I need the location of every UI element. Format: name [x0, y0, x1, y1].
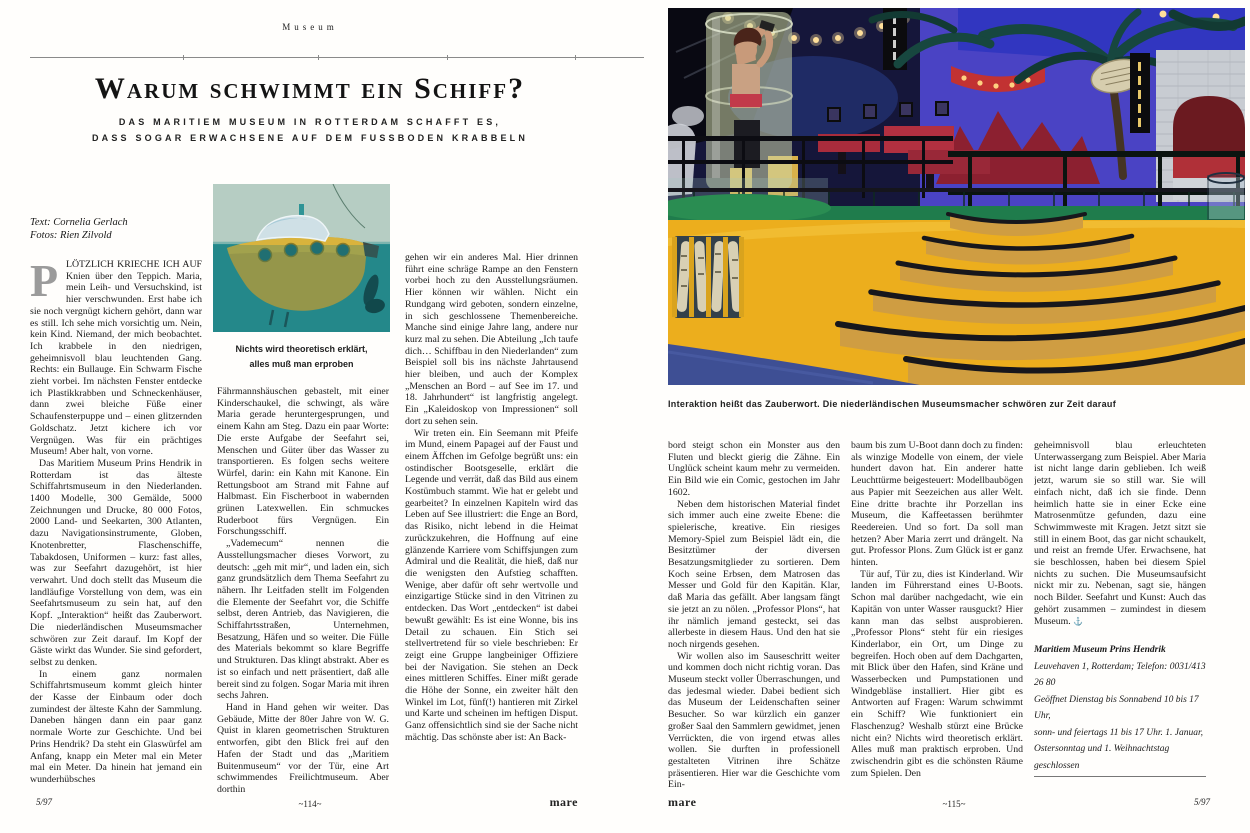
rule-tick — [447, 55, 448, 60]
boat-caption — [213, 342, 390, 372]
article-title: Warum schwimmt ein Schiff? — [94, 72, 526, 105]
museum-photo — [668, 8, 1245, 385]
page-number-right: ~115~ — [942, 799, 966, 809]
left-column-3 — [405, 252, 578, 800]
water-tint — [213, 245, 390, 332]
museum-photo-caption: Interaktion heißt das Zauberwort. Die niederländischen Museumsmacher schwören zur Zeit darauf — [668, 399, 1116, 409]
issue-number: 5/97 — [1193, 797, 1210, 807]
right-column-1 — [668, 440, 840, 798]
subtitle-line: DAS MARITIEM MUSEUM IN ROTTERDAM SCHAFFT ES, — [118, 117, 502, 127]
museum-info-line: Ostersonntag und 1. Weihnachtstag geschlossen — [1034, 741, 1206, 777]
left-column-1 — [30, 216, 202, 800]
right-column-2 — [851, 440, 1023, 798]
yellow-stairs — [668, 214, 1245, 385]
body-paragraph: Fährmannshäuschen gebastelt, mit einer Kinderschaukel, die schwingt, als wäre Maria gerade heruntergesprungen, und einem Kahn am Steg. Dazu ein paar Worte: Die erste Aufgabe der Seefahrt sei, Menschen und Güter über das Wasser zu transportieren. Es folgen sechs weitere Würfel, darin: ein Kahn mit Kanone. Ein Rettungsboot am Strand mit Fahne auf Halbmast. Ein Fischerboot in wabernden grünen Latexwellen. Ein schmuckes Ruderboot fürs Vergnügen. Ein Forschungsschiff. — [217, 386, 389, 538]
end-of-article-mark: ⚓ — [1073, 616, 1084, 626]
body-paragraph: In einem ganz normalen Schiffahrtsmuseum kommt gleich hinter der Kasse der Einbaum oder doch zumindest der älteste Kahn der Sammlung. Daneben hängen dann ein paar ganz normale Worte zur Geschichte. Und bei Prins Hendrik? Da steht ein Glaswürfel am Anfang, knapp ein Meter mal ein Meter mal ein Meter. Da hinein hat jemand ein wunderhübsches — [30, 668, 202, 785]
body-paragraph: Das Maritiem Museum Prins Hendrik in Rotterdam ist das älteste Schiffahrtsmuseum in den Niederlanden. 1400 Modelle, 300 Gemälde, 5000 Zeichnungen und Drucke, 80 000 Fotos, 2000 Land- und Seekarten, 300 Atlanten, dazu Navigationsinstrumente, Globen, Knotenbretter, Flaschenschiffe, Tabakdosen, Uniformen – kurz: fast alles, was zur Seefahrt dazugehört, ist hier verwahrt. Und doch stellt das Museum die landläufige Vorstellung von dem, was ein Seefahrtsmuseum zu sein hat, auf den Kopf. „Interaktion“ heißt das Zauberwort. Die niederländischen Museumsmacher schwören zur Zeit darauf. Im Kopf der Gäste wirkt das Wunder. Sie sind gefordert, selbst zu denken. — [30, 457, 202, 668]
museum-info-box — [1034, 642, 1206, 777]
byline-photographer: Fotos: Rien Zilvold — [30, 230, 112, 241]
byline-author: Text: Cornelia Gerlach — [30, 217, 128, 228]
museum-info-line: Geöffnet Dienstag bis Sonnabend 10 bis 17 Uhr, — [1034, 694, 1199, 722]
body-paragraph: Hand in Hand gehen wir weiter. Das Gebäude, Mitte der 80er Jahre von W. G. Quist in klaren geometrischen Strukturen entworfen, gibt den Blick frei auf den Hafen der Stadt und das „Maritiem Buitenmuseum“ vor der Tür, eine Art schwimmendes Freilichtmuseum. Aber dorthin — [217, 701, 389, 795]
body-paragraph: Wir treten ein. Ein Seemann mit Pfeife im Mund, einem Papagei auf der Faust und einem Äffchen im Gefolge begrüßt uns: ein ostindischer Bootsgeselle, erklärt die Legende und verrät, daß das Bild aus einem Kostümbuch stammt. Wie hat er gelebt und gearbeitet? In einzelnen Kapiteln wird das Leben auf See illustriert: die Enge an Bord, das Risiko, nicht lebend in die Heimat zurückzukehren, die Hoffnung auf eine glänzende Karriere vom Schiffsjungen zum Admiral und die Realität, die hieß, daß nur die wenigsten den Aufstieg schafften. Wenige, aber dafür oft sehr wertvolle und einzigartige Stücke sind in den Vitrinen zu entdecken. Das Wort „entdecken“ ist dabei bewußt gewählt: Es ist eine Wonne, bis ins Detail zu schauen. Ein Stich sei stellvertretend für so viele beschrieben: Er zeigt eine Gruppe langbeiniger Offiziere bei der Navigation. Sie stehen an Deck eines mittleren Schiffes. Einer mißt gerade die Höhe der Sonne, ein zweiter hält den Winkel im Lot, fünf(!) hantieren mit Zirkel und Karte und scheinen im heftigen Disput. Ganz offensichtlich sind sie der Sache nicht mächtig. Das schönste aber ist: An Back- — [405, 427, 578, 743]
body-paragraph: Neben dem historischen Material findet sich immer auch eine zweite Ebene: die spielerische, kreative. Ein riesiges Memory-Spiel zum Beispiel lädt ein, die Besitztümer der diversen Besatzungsmitglieder zu sortieren. Dem Koch seine Erbsen, dem Matrosen das Messer und Gold für den Kapitän. Klar, daß Maria das gefällt. Aber langsam fängt sie jetzt an zu nölen. „Professor Plons“, hat ihr nämlich jemand gesteckt, sei das allerbeste in diesem Haus. Und den hat sie noch nirgends gesehen. — [668, 498, 840, 650]
paragraph-text: LÖTZLICH KRIECHE ICH AUF Knien über den Teppich. Maria, mein Leih- und Versuchskind, ist hier verschwunden. Erst habe ich sie noch vergnügt kichern gehört, dann war es still. Ich sehe mich vorsichtig um. Nein, kein Kind. Niemand, der mich beobachtet. Ich krabbele in den niedrigen, geheimnisvoll blau leuchtenden Gang. Rechts: ein Bullauge. Ein Schwarm Fische zieht vorbei. Im nächsten Fenster entdecke ich Plastikkrabben und Schneckenhäuser, dann zwei bleiche Füße einer Schaufensterpuppe und – einen glitzernden Goldschatz. Jetzt kichere ich vor Vergnügen. Was für ein prächtiges Museum! Aber halt, von vorne. — [30, 259, 202, 458]
article-subtitle — [30, 114, 590, 146]
issue-number: 5/97 — [36, 797, 53, 807]
slot-window — [672, 236, 744, 318]
rule-tick — [575, 55, 576, 60]
paragraph-text: geheimnisvoll blau erleuchteten Unterwassergang zum Beispiel. Aber Maria ist nicht lange darin geblieben. Ich weiß jetzt, warum sie so still war. Sie will einfach nicht, daß ich sie finde. Denn heimlich hatte sie in einer Ecke eine Matrosenmütze gefunden, dazu eine Schwimmweste mit Kragen. Jetzt sitzt sie still in einem Boot, das gar nicht schaukelt, und reist an fremde Ufer. Erwachsene, hat sie beschlossen, haben bei diesem Spiel nichts zu suchen. Die Museumsaufsicht nickt mir zu. Nebenan, sagt sie, hängen noch Bilder. Seefahrt und Kunst: Auch das gehört zusammen – zumindest in diesem Museum. — [1034, 440, 1206, 627]
body-paragraph: Tür auf, Tür zu, dies ist Kinderland. Wir landen im Führerstand eines U-Boots. Schon mal darüber nachgedacht, wie ein Kapitän von unter Wasser rausguckt? Hier kann man das selbst ausprobieren. „Professor Plons“ steht für ein riesiges Kinderlabor, ein Ort, um Dinge zu begreifen. Hoch oben auf dem Dachgarten, mit Blick über den Hafen, sind Kräne und Wasserbecken und Pumpstationen und Windgebläse installiert. Hier gibt es Antworten auf Fragen: Warum schwimmt ein Schiff? Wie funktioniert ein Flaschenzug? Weshalb stürzt eine Brücke nicht ein? Nichts wird theoretisch erklärt. Alles muß man praktisch erproben. Und zwischendrin gibt es die schönsten Räume zum Spielen. Den — [851, 568, 1023, 779]
header-rule — [30, 57, 644, 58]
body-paragraph — [30, 255, 202, 458]
mare-logo: mare — [668, 795, 697, 809]
body-paragraph: bord steigt schon ein Monster aus den Fluten und bleckt gierig die Zähne. Ein Unglück scheint kaum mehr zu vermeiden. Ein Bild wie ein Comic, gestochen im Jahr 1602. — [668, 440, 840, 498]
boat-photo-art — [213, 184, 390, 332]
rule-tick — [183, 55, 184, 60]
section-label: Museum — [282, 22, 338, 32]
body-paragraph: „Vademecum“ nennen die Ausstellungsmacher dieses Vorwort, zu deutsch: „geh mit mir“, und laden ein, sich ganz grundsätzlich dem Thema Seefahrt zu nähern. Ihr Leitfaden stellt im Folgenden die Elemente der Seefahrt vor, die Schiffe selbst, deren Antrieb, das Navigieren, die Schiffahrtsstraßen, Unternehmen, Besatzung, Häfen und so weiter. Die Fülle des Materials bekommt so klare Begriffe und Strukturen. Das klingt abstrakt. Aber es ist so einfach und nett präsentiert, daß alle bereit sind zu folgen. Sogar Maria mit ihren sechs Jahren. — [217, 538, 389, 702]
body-paragraph: gehen wir ein anderes Mal. Hier drinnen führt eine schräge Rampe an den Fenstern vorbei hoch zu den Ausstellungsräumen. Hier können wir wählen. Nicht ein Rundgang wird geboten, sondern einzelne, in sich geschlossene Themenbereiche. Manche sind einige Jahre lang, andere nur kurz mal zu sehen. Die Abteilung „Ich taufe dich… Schiffbau in den Niederlanden“ zum Beispiel soll bis ins nächste Jahrtausend hier bleiben, und auch der Komplex „Menschen an Bord – auf See im 17. und 18. Jahrhundert“ ist langfristig angelegt. Ein „Kaleidoskop von Impressionen“ soll dort zu sehen sein. — [405, 252, 578, 427]
museum-info-line: Leuvehaven 1, Rotterdam; Telefon: 0031/413 26 80 — [1034, 661, 1206, 689]
museum-photo-art — [668, 8, 1245, 385]
rule-tick — [318, 55, 319, 60]
vertical-sign-right — [1130, 53, 1150, 133]
boat-photo — [213, 184, 390, 332]
body-paragraph — [1034, 440, 1206, 627]
museum-info-line: sonn- und feiertags 11 bis 17 Uhr. 1. Januar, — [1034, 727, 1203, 738]
body-paragraph: baum bis zum U-Boot dann doch zu finden: als winzige Modelle von einem, der viele hundert davon hat. Ein anderer hatte Leuchttürme beigesteuert: Modellbaubögen aus Papier mit Seezeichen aus aller Welt. Eine dritte brachte ihr Porzellan ins Museum, die Kaffeetassen berühmter Reedereien. Und so fort. Da soll man hetzen? Aber Maria zerrt und drängelt. Na gut. Professor Plons. Zum Glück ist er ganz hinten. — [851, 440, 1023, 569]
museum-info-name: Maritiem Museum Prins Hendrik — [1034, 645, 1166, 656]
mare-logo: mare — [549, 795, 578, 809]
right-column-3 — [1034, 440, 1206, 798]
body-paragraph: Wir wollen also im Sauseschritt weiter und kommen doch nicht richtig voran. Das Museum steckt voller Überraschungen, und das jedesmal wieder. Dabei bedient sich das Museum der Leidenschaften seiner Besucher. So war kürzlich ein ganzer großer Saal den Sammlern gewidmet, jenen Verrückten, die von irgend etwas alles wollen. Sie durften in professionell gestalteten Vitrinen ihre Schätze präsentieren. Hier war die Geschichte vom Ein- — [668, 650, 840, 791]
page-number-left: ~114~ — [298, 799, 322, 809]
left-column-2 — [217, 386, 389, 800]
boat-caption-line: alles muß man erproben — [249, 359, 354, 369]
byline — [30, 216, 202, 242]
glass-cylinder-right — [1208, 173, 1245, 220]
subtitle-line: DASS SOGAR ERWACHSENE AUF DEM FUSSBODEN KRABBELN — [91, 133, 529, 143]
drop-cap: P — [30, 255, 59, 306]
boat-caption-line: Nichts wird theoretisch erklärt, — [235, 344, 368, 354]
